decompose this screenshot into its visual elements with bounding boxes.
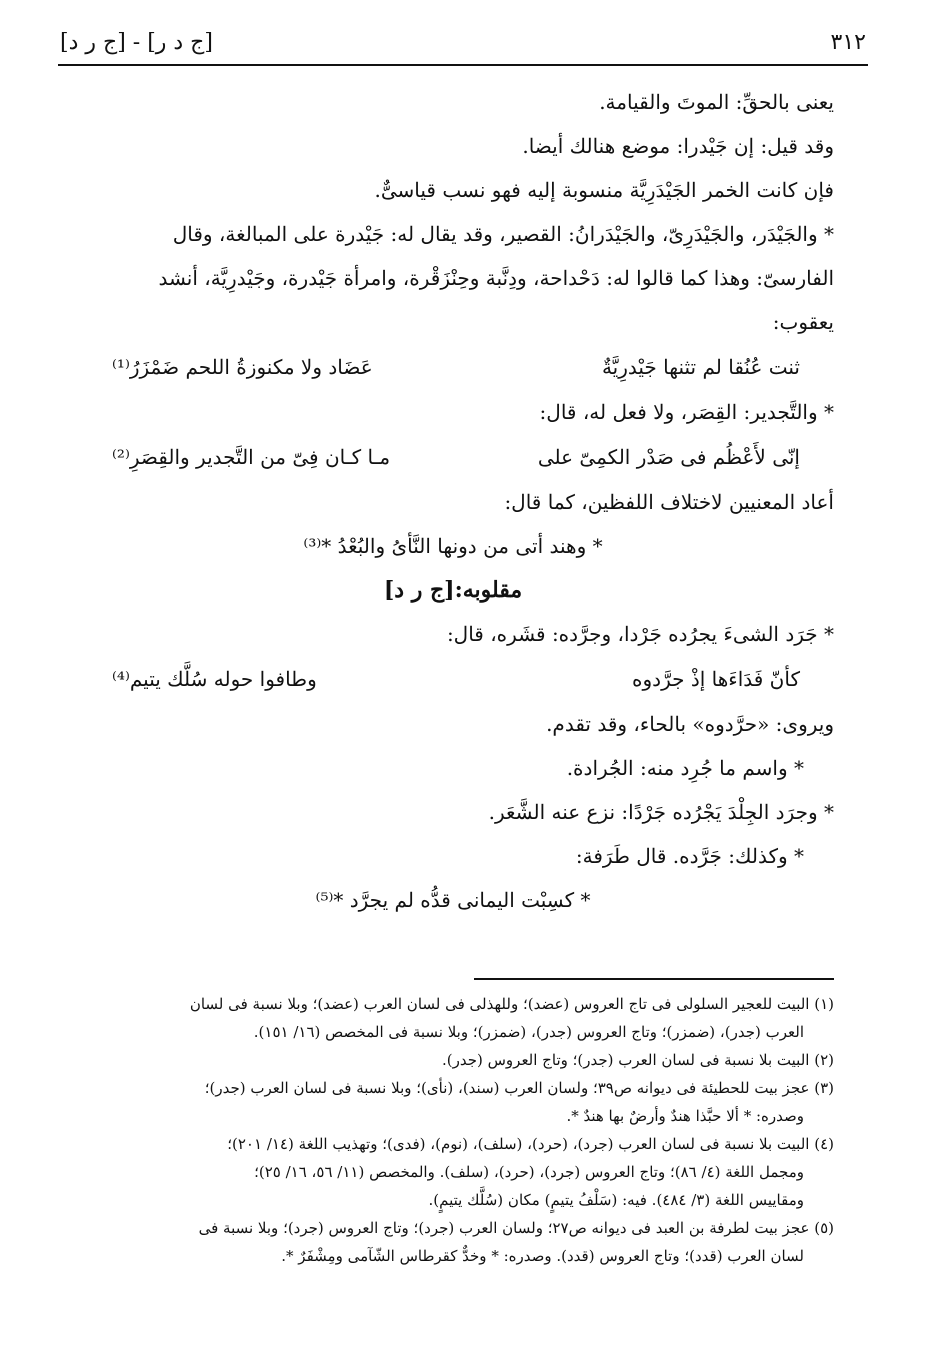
footnote-line: وصدره: * ألا حبَّذا هندٌ وأرضٌ بها هندٌ *. [566,1106,804,1125]
verse-line [72,344,834,390]
page-header [60,24,866,60]
verse-second-hemistich: مـا كـان فِىّ من التَّجدير والقِصَرِ⁽²⁾ [112,445,391,469]
verse-line [72,434,834,480]
text-line: * والجَيْدَر، والجَيْدَرِىّ، والجَيْدَرانُ: القصير، وقد يقال له: جَيْدرة على المبالغة، وقال [172,222,834,246]
verse-first-hemistich: إنّى لأَعْظُم فى صَدْر الكمِىّ على [537,445,800,469]
text-line: * وجرَد الجِلْدَ يَجْرُده جَرْدًا: نزع عنه الشَّعَر. [488,800,834,824]
verse-line [72,656,834,702]
main-text [72,80,834,922]
verse-first-hemistich: ثنت عُنُقا لم تثنها جَيْدرِيَّةٌ [601,355,800,379]
verse-second-hemistich: وطافوا حوله سُلَّك يتيم⁽⁴⁾ [112,667,317,691]
footnote-rule [474,978,834,980]
text-line: * والتَّجدير: القِصَر، ولا فعل له، قال: [539,400,834,424]
verse-second-hemistich: عَضَاد ولا مكنوزةُ اللحم ضَمْزَرُ⁽¹⁾ [112,355,373,379]
footnote-line: لسان العرب (قدد)؛ وتاج العروس (قدد). وصدره: * وخدٌّ كقرطاس الشّآمى ومِشْفَرٌ *. [281,1246,804,1265]
text-line: يعنى بالحقِّ: الموتَ والقيامة. [599,90,834,114]
text-line: أعاد المعنيين لاختلاف اللفظين، كما قال: [504,490,834,514]
footnote-line: (٣) عجز بيت للحطيئة فى ديوانه ص٣٩؛ ولسان العرب (سند)، (نأى)؛ وبلا نسبة فى لسان العرب (جدر)؛ [204,1078,834,1097]
text-line: وقد قيل: إن جَيْدرا: موضع هنالك أيضا. [522,134,834,158]
footnote-line: (٤) البيت بلا نسبة فى لسان العرب (جرد)، (حرد)، (سلف)، (نوم)، (فدى)؛ وتهذيب اللغة (١٤/ ٢٠١)؛ [227,1134,834,1153]
text-line: الفارسىّ: وهذا كما قالوا له: دَحْداحة، ودِنَّبة وحِنْزَقْرة، وامرأة جَيْدرة، وجَيْدرِيَّة، أنشد [158,266,834,290]
text-line: * وكذلك: جَرَّده. قال طَرَفة: [575,844,804,868]
verse-line: * وهند أتى من دونها النَّأىُ والبُعْدُ *⁽³⁾ [303,534,603,558]
footnote-line: ومقاييس اللغة (٣/ ٤٨٤). فيه: (سَلْفُ يتيمٍ) مكان (سُلَّك يتيمٍ). [428,1190,804,1209]
running-title: [ج د ر] - [ج ر د] [60,29,213,55]
footnote-line: (٥) عجز بيت لطرفة بن العبد فى ديوانه ص٢٧؛ ولسان العرب (جرد)؛ وتاج العروس (جرد)؛ وبلا نسبة فى [198,1218,834,1237]
footnotes [70,990,834,1270]
verse-first-hemistich: كأنّ فَدَاءَها إذْ جرَّدوه [632,667,800,691]
text-line: * جَرَد الشىءَ يجرُده جَرْدا، وجرَّده: قشَره، قال: [446,622,834,646]
footnote-line: العرب (جدر)، (ضمزر)؛ وتاج العروس (جدر)، (ضمزر)؛ وبلا نسبة فى المخصص (١٦/ ١٥١). [253,1022,804,1041]
header-rule [58,64,868,66]
section-title: مقلوبه:[ج ر د] [383,576,523,603]
text-line: فإن كانت الخمر الجَيْدَرِيَّة منسوبة إليه فهو نسب قياسىٌّ. [374,178,834,202]
page-number: ٣١٢ [830,29,866,55]
verse-line: * كسِبْت اليمانى قدُّه لم يجرَّد *⁽⁵⁾ [315,888,591,912]
footnote-line: (٢) البيت بلا نسبة فى لسان العرب (جدر)؛ وتاج العروس (جدر). [441,1050,834,1069]
text-line: ويروى: «حرَّدوه» بالحاء، وقد تقدم. [546,712,834,736]
text-line: يعقوب: [772,310,834,334]
footnote-line: ومجمل اللغة (٤/ ٨٦)؛ وتاج العروس (جرد)، (حرد)، (سلف). والمخصص (١١/ ٥٦، ١٦/ ٢٥)؛ [254,1162,804,1181]
text-line: * واسم ما جُرِد منه: الجُرادة. [566,756,804,780]
footnote-line: (١) البيت للعجير السلولى فى تاج العروس (عضد)؛ وللهذلى فى لسان العرب (عضد)؛ وبلا نسبة فى لسان [189,994,834,1013]
